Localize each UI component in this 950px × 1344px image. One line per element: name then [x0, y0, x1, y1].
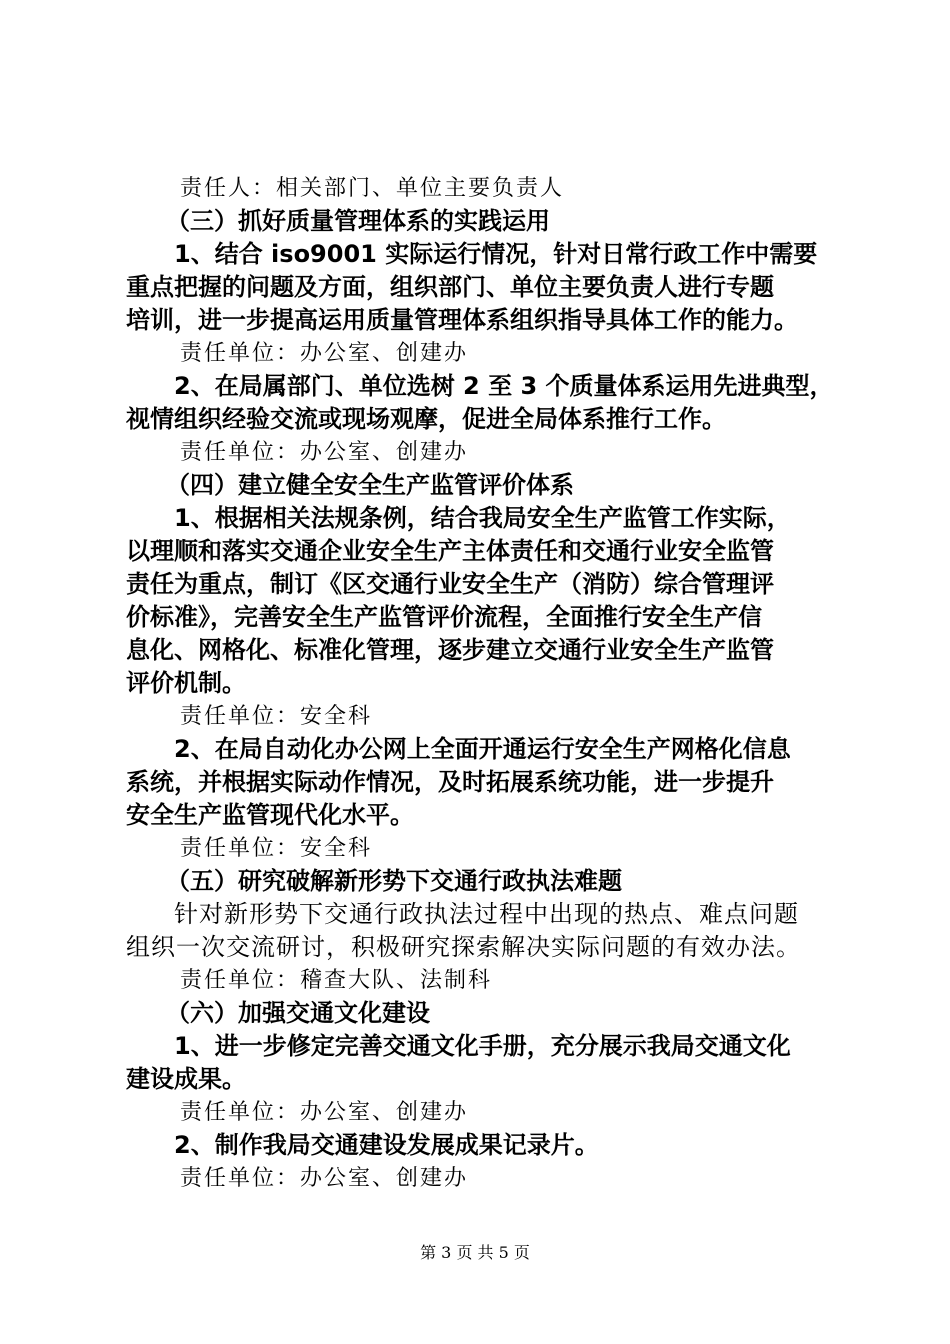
section-heading: （五）研究破解新形势下交通行政执法难题: [166, 867, 622, 895]
text-line: 系统，并根据实际动作情况，及时拓展系统功能，进一步提升: [126, 768, 774, 796]
section-heading: （六）加强交通文化建设: [166, 999, 430, 1027]
text-line: 2、在局自动化办公网上全面开通运行安全生产网格化信息: [174, 735, 791, 763]
text-line: 安全生产监管现代化水平。: [126, 801, 414, 829]
text-line: 责任单位：稽查大队、法制科: [180, 968, 493, 993]
text-line: 1、结合 iso9001 实际运行情况，针对日常行政工作中需要: [174, 240, 818, 268]
text-line: 责任单位：办公室、创建办: [180, 1166, 469, 1191]
text-line: 1、根据相关法规条例，结合我局安全生产监管工作实际，: [174, 504, 791, 532]
text-line: 以理顺和落实交通企业安全生产主体责任和交通行业安全监管: [126, 537, 774, 565]
text-line: 责任单位：办公室、创建办: [180, 440, 469, 465]
text-line: 责任单位：安全科: [180, 836, 373, 861]
text-line: 重点把握的问题及方面，组织部门、单位主要负责人进行专题: [126, 273, 774, 301]
text-line: 针对新形势下交通行政执法过程中出现的热点、难点问题: [174, 900, 799, 928]
text-line: 组织一次交流研讨，积极研究探索解决实际问题的有效办法。: [126, 933, 801, 961]
document-body: [126, 172, 834, 1195]
page-number-footer: 第 3 页 共 5 页: [420, 1243, 530, 1262]
text-line: 视情组织经验交流或现场观摩，促进全局体系推行工作。: [126, 405, 726, 433]
text-line: 责任为重点，制订《区交通行业安全生产（消防）综合管理评: [126, 570, 774, 598]
text-line: 2、在局属部门、单位选树 2 至 3 个质量体系运用先进典型，: [174, 372, 834, 400]
text-line: 1、进一步修定完善交通文化手册，充分展示我局交通文化: [174, 1032, 791, 1060]
text-line: 2、制作我局交通建设发展成果记录片。: [174, 1131, 599, 1159]
text-line: 评价机制。: [126, 669, 246, 697]
text-line: 建设成果。: [126, 1065, 246, 1093]
text-line: 价标准》，完善安全生产监管评价流程，全面推行安全生产信: [126, 603, 762, 631]
text-line: 培训，进一步提高运用质量管理体系组织指导具体工作的能力。: [126, 306, 798, 334]
section-heading: （四）建立健全安全生产监管评价体系: [166, 471, 574, 499]
section-heading: （三）抓好质量管理体系的实践运用: [166, 207, 550, 235]
text-line: 责任单位：安全科: [180, 704, 373, 729]
text-line: 责任单位：办公室、创建办: [180, 1100, 469, 1125]
text-line: 责任人：相关部门、单位主要负责人: [180, 176, 565, 201]
text-line: 责任单位：办公室、创建办: [180, 341, 469, 366]
text-line: 息化、网格化、标准化管理，逐步建立交通行业安全生产监管: [126, 636, 774, 664]
